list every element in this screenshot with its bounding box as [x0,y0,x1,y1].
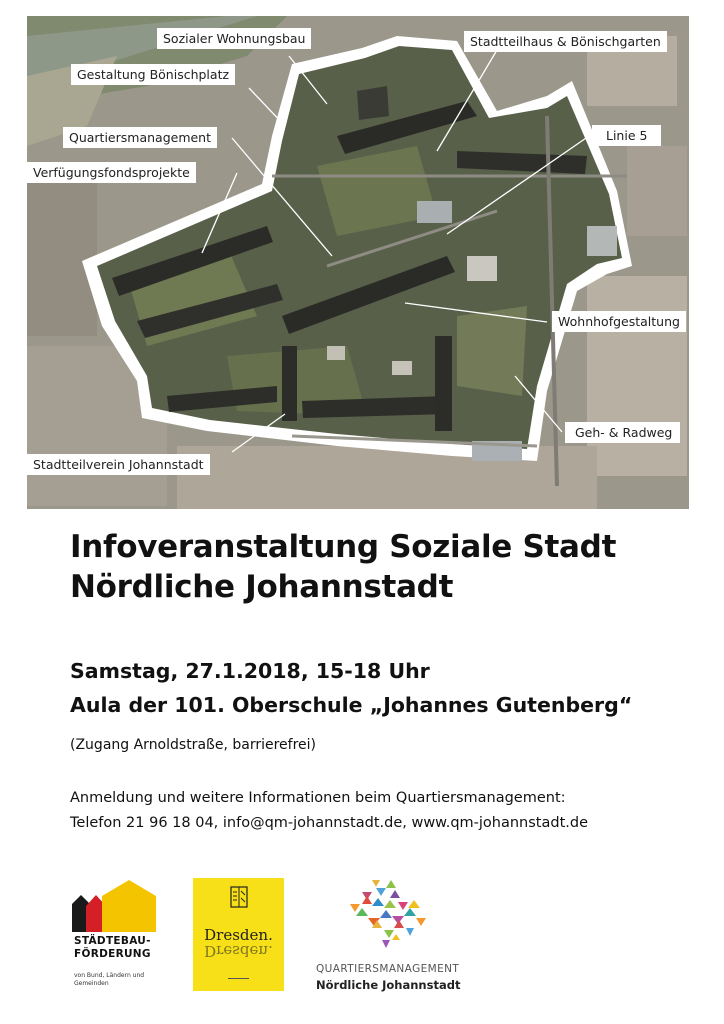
title-line-1: Infoveranstaltung Soziale Stadt [70,529,617,565]
dresden-wordmark: Dresden. [204,926,273,944]
title-line-2: Nördliche Johannstadt [70,569,454,605]
info-line-2[interactable]: Telefon 21 96 18 04, info@qm-johannstadt.de, www.qm-johannstadt.de [70,815,588,831]
event-venue: Aula der 101. Oberschule „Johannes Gutenberg“ [70,693,633,717]
label-stadtteilhaus: Stadtteilhaus & Bönischgarten [464,31,667,52]
staedtebau-text [74,935,151,961]
dresden-coat-of-arms-icon [230,886,248,908]
event-access: (Zugang Arnoldstraße, barrierefrei) [70,737,316,753]
aerial-map [27,16,689,509]
staedtebau-subtitle: von Bund, Ländern und Gemeinden [74,972,145,987]
label-quartiersmanagement: Quartiersmanagement [63,127,217,148]
label-stadtteilverein: Stadtteilverein Johannstadt [27,454,210,475]
label-linie-5: Linie 5 [592,125,661,146]
label-verfuegungsfonds: Verfügungsfondsprojekte [27,162,196,183]
staedtebaufoerderung-logo [72,878,162,934]
event-details [70,654,632,722]
quartiersmanagement-logo-icon [342,878,432,958]
label-sozialer-wohnungsbau: Sozialer Wohnungsbau [157,28,311,49]
dresden-logo [193,878,284,991]
event-date: Samstag, 27.1.2018, 15-18 Uhr [70,659,430,683]
dresden-wordmark-mirror: Dresden. [204,942,273,960]
label-wohnhofgestaltung: Wohnhofgestaltung [552,311,686,332]
info-line-1: Anmeldung und weitere Informationen beim Quartiersmanagement: [70,790,566,806]
qm-line-2: Nördliche Johannstadt [316,978,461,992]
label-boenischplatz: Gestaltung Bönischplatz [71,64,235,85]
staedtebau-line-2: FÖRDERUNG [74,948,151,960]
dresden-divider [228,978,249,979]
page-title [70,527,616,607]
contact-info [70,786,588,836]
staedtebau-line-1: STÄDTEBAU- [74,935,151,947]
label-geh-radweg: Geh- & Radweg [565,422,680,443]
qm-line-1: QUARTIERSMANAGEMENT [316,963,460,975]
